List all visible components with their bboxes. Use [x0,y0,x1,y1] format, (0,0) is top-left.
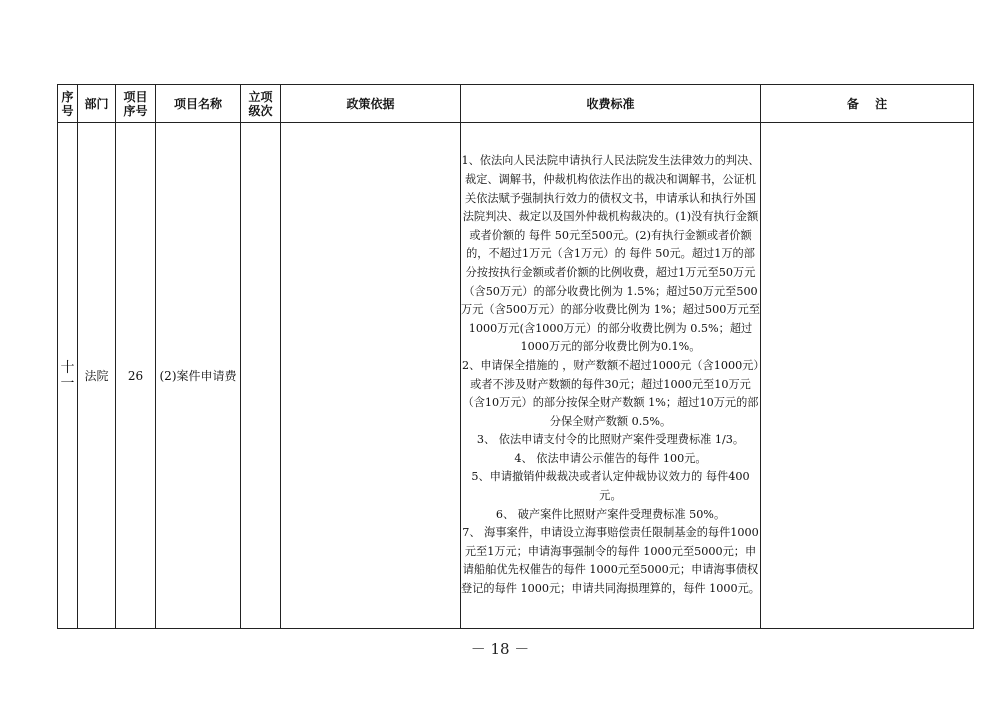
fee-standard-item-3: 3、 依法申请支付令的比照财产案件受理费标准 1/3。 [476,433,745,447]
header-project-name: 项目名称 [156,85,241,123]
cell-project-name: (2)案件申请费 [156,123,241,629]
cell-project-no: 26 [116,123,156,629]
cell-dept: 法院 [78,123,116,629]
fee-table [57,84,974,629]
page-number: － 18 － [470,640,530,658]
header-row [58,85,974,123]
fee-standard-item-7: 7、 海事案件，申请设立海事赔偿责任限制基金的每件1000元至1万元；申请海事强制令的每件 1000元至5000元；申请船舶优先权催告的每件 1000元至5000元；申请海事债权登记的每件 1000元；申请共同海损理算的，每件 1000元。 [461,526,760,596]
fee-standard-item-2: 2、申请保全措施的 ，财产数额不超过1000元（含1000元）或者不涉及财产数额的每件30元；超过1000元至10万元（含10万元）的部分按保全财产数额 1%；超过10万元的部分保全财产数额 0.5%。 [462,358,759,428]
fee-standard-item-5: 5、申请撤销仲裁裁决或者认定仲裁协议效力的 每件400元。 [471,470,750,503]
header-project-no: 项目序号 [116,85,156,123]
fee-standard-item-6: 6、 破产案件比照财产案件受理费标准 50%。 [495,507,726,521]
header-seq: 序号 [58,85,78,123]
header-dept: 部门 [78,85,116,123]
header-remarks: 备 注 [761,85,974,123]
header-fee-standard: 收费标准 [461,85,761,123]
header-policy-basis: 政策依据 [281,85,461,123]
cell-seq: 十一 [58,123,78,629]
fee-standard-item-1: 1、依法向人民法院申请执行人民法院发生法律效力的判决、裁定、调解书，仲裁机构依法作出的裁决和调解书，公证机关依法赋予强制执行效力的债权文书，申请承认和执行外国法院判决、裁定以及国外仲裁机构裁决的。(1)没有执行金额或者价额的 每件 50元至500元。(2)有执行金额或者价额 的，不超过1万元（含1万元）的 每件 50元。超过1万的部分按按执行金额或者价额的比例收费，超过1万元至50万元（含50万元）的部分收费比例为 1.5%；超过50万元至500万元（含500万元）的部分收费比例为 1%；超过500万元至1000万元(含1000万元）的部分收费比例为 0.5%；超过1000万元的部分收费比例为0.1%。 [461,154,760,354]
cell-policy-basis [281,123,461,629]
cell-remarks [761,123,974,629]
cell-fee-standard [461,123,761,629]
cell-approval-level [241,123,281,629]
table-row [58,123,974,629]
fee-standard-item-4: 4、 依法申请公示催告的每件 100元。 [514,451,707,465]
header-approval-level: 立项级次 [241,85,281,123]
